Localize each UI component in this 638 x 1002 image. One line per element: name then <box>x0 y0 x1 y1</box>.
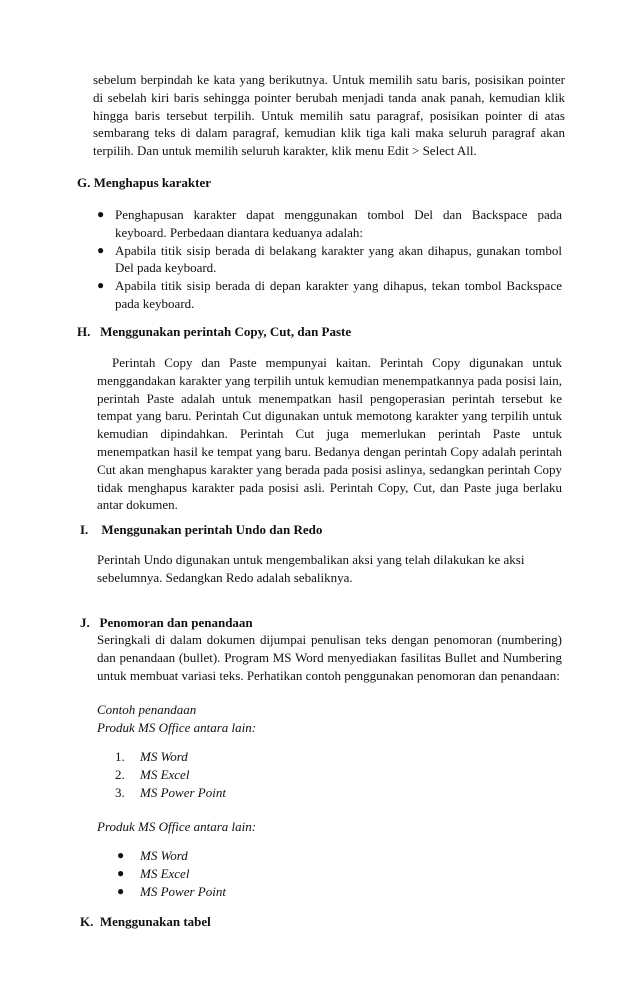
list-item <box>97 206 562 242</box>
bullet-dot-icon: ● <box>117 865 125 880</box>
list-item <box>115 766 226 784</box>
numbered-list <box>115 748 226 801</box>
bullet-text: Penghapusan karakter dapat menggunakan tombol Del dan Backspace pada keyboard. Perbedaan diantara keduanya adalah: <box>115 207 562 240</box>
bullet-text: Apabila titik sisip berada di belakang karakter yang akan dihapus, gunakan tombol Del pada keyboard. <box>115 242 562 276</box>
section-j-letter: J. <box>80 615 90 630</box>
section-g-heading <box>77 174 211 191</box>
section-k-title: Menggunakan tabel <box>99 914 211 929</box>
section-i-letter: I. <box>80 522 89 537</box>
intro-paragraph: sebelum berpindah ke kata yang berikutnya. Untuk memilih satu baris, posisikan pointer di sebelah kiri baris sehingga pointer berubah menjadi tanda anak panah, kemudian klik hingga baris tersebut terpilih. Untuk memilih satu paragraf, posisikan pointer di atas sembarang teks di dalam paragraf, kemudian klik tiga kali maka seluruh paragraf akan terpilih. Dan untuk memilih seluruh karakter, klik menu Edit > Select All. <box>93 72 565 159</box>
list-number: 3. <box>115 784 125 800</box>
list-item <box>115 748 226 766</box>
bulleted-list <box>115 847 226 900</box>
section-i-heading <box>80 521 322 538</box>
section-j-paragraph: Seringkali di dalam dokumen dijumpai penulisan teks dengan penomoran (numbering) dan penandaan (bullet). Program MS Word menyediakan fasilitas Bullet and Numbering untuk membuat variasi teks. Perhatikan contoh penggunakan penomoran dan penandaan: <box>97 632 562 683</box>
section-g-letter: G. <box>77 175 91 190</box>
section-g-bullet-list <box>97 206 562 313</box>
list-item <box>97 277 562 313</box>
section-g-title: Menghapus karakter <box>93 175 211 190</box>
numbered-list-caption: Produk MS Office antara lain: <box>97 720 257 735</box>
section-j-title: Penomoran dan penandaan <box>99 615 253 630</box>
list-item-label: MS Word <box>140 848 188 863</box>
list-item-label: MS Word <box>140 749 188 764</box>
section-h-title: Menggunakan perintah Copy, Cut, dan Paste <box>100 324 352 339</box>
list-item-label: MS Power Point <box>140 784 226 800</box>
bullet-dot-icon: ● <box>97 278 105 293</box>
list-item <box>115 865 226 883</box>
bullet-text: Apabila titik sisip berada di depan karakter yang dihapus, tekan tombol Backspace pada keyboard. <box>115 278 562 311</box>
bullet-list-caption: Produk MS Office antara lain: <box>97 819 257 834</box>
list-item <box>115 883 226 901</box>
list-number: 1. <box>115 749 125 764</box>
example-label: Contoh penandaan <box>97 702 197 717</box>
list-number: 2. <box>115 766 125 782</box>
list-item-label: MS Power Point <box>140 883 226 899</box>
list-item <box>115 784 226 802</box>
bullet-dot-icon: ● <box>117 883 125 898</box>
bullet-dot-icon: ● <box>97 242 105 257</box>
section-i-title: Menggunakan perintah Undo dan Redo <box>101 522 323 537</box>
list-item-label: MS Excel <box>140 865 190 881</box>
list-item-label: MS Excel <box>140 766 190 782</box>
section-k-letter: K. <box>80 914 94 929</box>
section-i-paragraph: Perintah Undo digunakan untuk mengembalikan aksi yang telah dilakukan ke aksi sebelumnya. Sedangkan Redo adalah sebaliknya. <box>97 552 525 585</box>
section-j-heading <box>80 614 253 631</box>
bullet-dot-icon: ● <box>97 207 105 221</box>
bullet-dot-icon: ● <box>117 848 125 862</box>
list-item <box>115 847 226 865</box>
section-h-letter: H. <box>77 324 91 339</box>
list-item <box>97 242 562 278</box>
section-k-heading <box>80 913 211 930</box>
section-h-paragraph: Perintah Copy dan Paste mempunyai kaitan. Perintah Copy digunakan untuk menggandakan karakter yang terpilih untuk kemudian menempatkannya pada posisi lain, perintah Paste adalah untuk menempatkan hasil pengoperasian perintah tersebut ke tempat yang baru. Perintah Cut digunakan untuk memotong karakter yang terpilih untuk kemudian dipindahkan. Perintah Cut juga memerlukan perintah Paste untuk menempatkan hasil ke tempat yang baru. Bedanya dengan perintah Copy adalah perintah Cut akan menghapus karakter yang berada pada posisi aslinya, sedangkan perintah Copy tidak menghapus karakter pada posisi asli. Perintah Copy, Cut, dan Paste juga berlaku antar dokumen. <box>97 355 562 513</box>
section-h-heading <box>77 323 351 340</box>
